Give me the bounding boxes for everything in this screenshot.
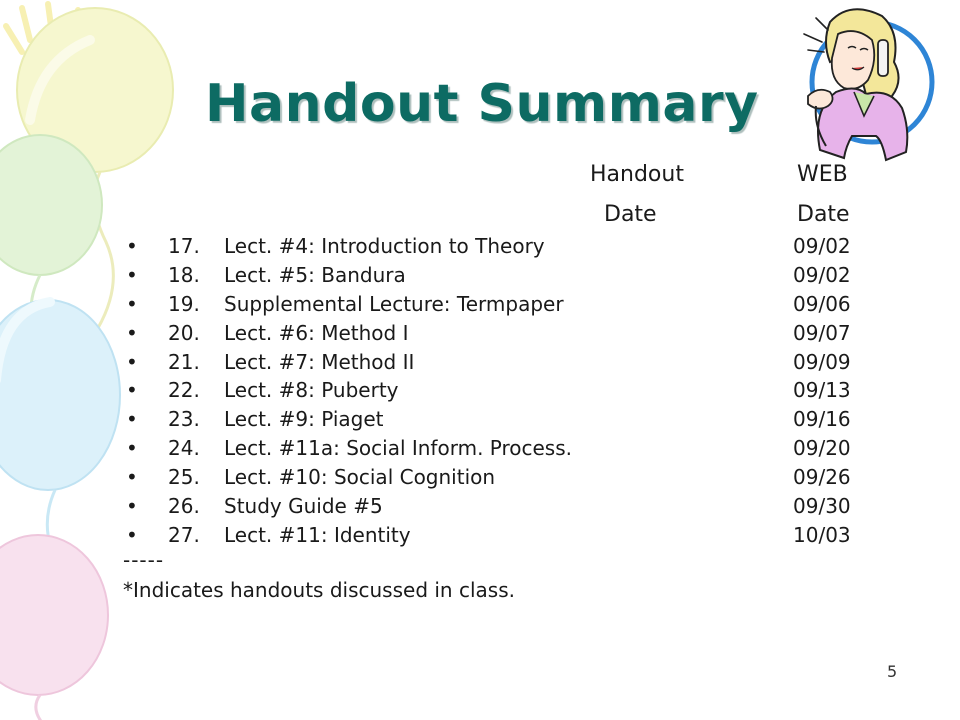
- woman-on-phone-clipart: [760, 0, 940, 165]
- bullet-icon: •: [126, 436, 138, 461]
- column-header-web: WEB: [797, 162, 848, 187]
- list-item: [126, 493, 886, 522]
- item-number: 19.: [168, 291, 200, 316]
- item-date: 09/09: [793, 349, 851, 374]
- item-date: 09/30: [793, 494, 851, 519]
- column-header-handout: Handout: [590, 162, 684, 187]
- item-number: 17.: [168, 234, 200, 258]
- item-date: 09/07: [793, 320, 851, 345]
- item-description: Lect. #7: Method II: [224, 349, 415, 374]
- column-header-web-date: Date: [797, 202, 850, 227]
- list-item: [126, 291, 886, 320]
- list-item: [126, 377, 886, 406]
- item-date: 09/06: [793, 291, 851, 316]
- item-date: 09/16: [793, 407, 851, 432]
- list-item: [126, 406, 886, 435]
- item-number: 18.: [168, 262, 200, 287]
- list-item: [126, 435, 886, 464]
- item-date: 09/20: [793, 436, 851, 461]
- item-date: 09/02: [793, 262, 851, 287]
- item-number: 23.: [168, 407, 200, 432]
- bullet-icon: •: [126, 320, 138, 345]
- page-number: 5: [887, 662, 898, 681]
- list-item: [126, 522, 886, 551]
- bullet-icon: •: [126, 494, 138, 519]
- bullet-icon: •: [126, 262, 138, 287]
- bullet-icon: •: [126, 465, 138, 490]
- item-date: 09/02: [793, 234, 851, 258]
- item-date: 09/26: [793, 465, 851, 490]
- item-description: Lect. #11: Identity: [224, 522, 411, 547]
- item-description: Lect. #4: Introduction to Theory: [224, 234, 545, 258]
- separator-dashes: -----: [123, 548, 165, 572]
- item-date: 09/13: [793, 378, 851, 403]
- item-description: Lect. #8: Puberty: [224, 378, 399, 403]
- bullet-icon: •: [126, 349, 138, 374]
- list-item: [126, 464, 886, 493]
- list-item: [126, 320, 886, 349]
- item-number: 27.: [168, 522, 200, 547]
- list-item: [126, 349, 886, 378]
- list-item: [126, 262, 886, 291]
- item-number: 21.: [168, 349, 200, 374]
- bullet-icon: •: [126, 291, 138, 316]
- page-title: Handout Summary: [205, 74, 759, 134]
- pink-balloon-icon: [0, 535, 108, 720]
- item-description: Lect. #5: Bandura: [224, 262, 406, 287]
- list-item: [126, 233, 886, 262]
- bullet-icon: •: [126, 407, 138, 432]
- item-date: 10/03: [793, 522, 851, 547]
- item-description: Lect. #11a: Social Inform. Process.: [224, 436, 573, 461]
- column-header-handout-date: Date: [604, 202, 657, 227]
- bullet-icon: •: [126, 234, 138, 258]
- item-number: 25.: [168, 465, 200, 490]
- bullet-icon: •: [126, 522, 138, 547]
- item-description: Supplemental Lecture: Termpaper: [224, 291, 564, 316]
- bullet-icon: •: [126, 378, 138, 403]
- item-number: 24.: [168, 436, 200, 461]
- item-number: 20.: [168, 320, 200, 345]
- item-description: Lect. #6: Method I: [224, 320, 409, 345]
- item-description: Study Guide #5: [224, 494, 383, 519]
- item-description: Lect. #9: Piaget: [224, 407, 384, 432]
- item-number: 26.: [168, 494, 200, 519]
- item-description: Lect. #10: Social Cognition: [224, 465, 496, 490]
- item-number: 22.: [168, 378, 200, 403]
- footnote: *Indicates handouts discussed in class.: [123, 578, 515, 602]
- handout-list: [126, 233, 886, 551]
